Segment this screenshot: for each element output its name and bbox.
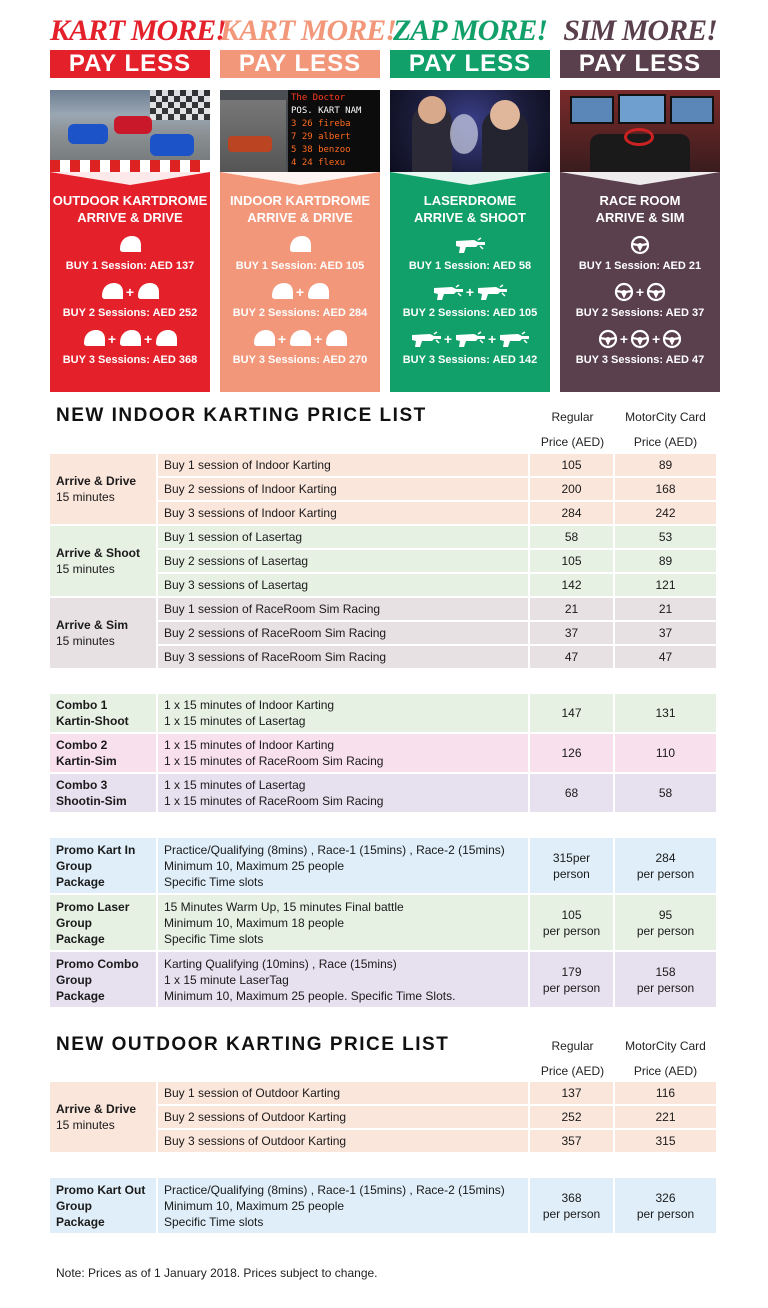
steering-wheel-icon — [614, 282, 634, 302]
plus-sign: + — [652, 331, 661, 347]
promo-price: BUY 3 Sessions: AED 142 — [402, 354, 538, 366]
session-icons — [560, 328, 720, 350]
regular-price: 21 — [530, 598, 615, 622]
session-icons — [220, 234, 380, 256]
plus-sign: + — [443, 331, 452, 347]
package-description: Practice/Qualifying (8mins) , Race-1 (15mins) , Race-2 (15mins) Minimum 10, Maximum 25 people Specific Time slots — [158, 1178, 530, 1235]
card-price: 315 — [615, 1130, 716, 1154]
package-label: Combo 1 Kartin-Shoot — [50, 694, 158, 734]
regular-price: 315per person — [530, 838, 615, 895]
regular-price: 142 — [530, 574, 615, 598]
table-row — [50, 895, 716, 952]
plus-sign: + — [314, 331, 323, 347]
promo-card-title: RACE ROOM ARRIVE & SIM — [595, 193, 685, 225]
card-price: 121 — [615, 574, 716, 598]
helmet-icon — [252, 329, 276, 349]
group-label: Arrive & Drive 15 minutes — [50, 1082, 158, 1154]
helmet-icon — [118, 329, 142, 349]
leaderboard-header: POS. KART NAM — [291, 106, 362, 116]
regular-price: 68 — [530, 774, 615, 814]
package-description: 15 Minutes Warm Up, 15 minutes Final battle Minimum 10, Maximum 18 people Specific Time slots — [158, 895, 530, 952]
promo-price: BUY 1 Session: AED 105 — [235, 260, 365, 272]
table-row — [50, 526, 716, 550]
card-price: 168 — [615, 478, 716, 502]
card-price: 131 — [615, 694, 716, 734]
session-icons — [50, 234, 210, 256]
regular-price: 179 per person — [530, 952, 615, 1009]
indoor-combo-table — [50, 694, 716, 814]
plus-sign: + — [488, 331, 497, 347]
package-description: 1 x 15 minutes of Lasertag 1 x 15 minutes of RaceRoom Sim Racing — [158, 774, 530, 814]
steering-wheel-icon — [598, 329, 618, 349]
card-price: 221 — [615, 1106, 716, 1130]
regular-price: 47 — [530, 646, 615, 670]
promo-price-card — [390, 172, 550, 392]
outdoor-kart-photo — [50, 90, 210, 172]
regular-price: 137 — [530, 1082, 615, 1106]
promo-price-card — [50, 172, 210, 392]
indoor-regular-header: Regular Price (AED) — [540, 410, 605, 449]
helmet-icon — [118, 235, 142, 255]
steering-wheel-icon — [646, 282, 666, 302]
helmet-icon — [324, 329, 348, 349]
table-row — [50, 734, 716, 774]
plus-sign: + — [277, 331, 286, 347]
plus-sign: + — [619, 331, 628, 347]
laser-gun-icon — [432, 283, 464, 301]
regular-price: 37 — [530, 622, 615, 646]
promo-price: BUY 3 Sessions: AED 270 — [232, 354, 368, 366]
regular-price: 147 — [530, 694, 615, 734]
card-price: 58 — [615, 774, 716, 814]
card-price: 284 per person — [615, 838, 716, 895]
promo-card — [560, 14, 720, 392]
helmet-icon — [270, 282, 294, 302]
outdoor-card-header: MotorCity Card Price (AED) — [625, 1039, 706, 1078]
promo-price: BUY 3 Sessions: AED 368 — [62, 354, 198, 366]
promo-price: BUY 2 Sessions: AED 105 — [402, 307, 538, 319]
leaderboard-row: 7 29 albert — [291, 132, 351, 142]
plus-sign: + — [144, 331, 153, 347]
promo-slogan-top: KART MORE! — [50, 14, 226, 47]
regular-price: 126 — [530, 734, 615, 774]
package-description: 1 x 15 minutes of Indoor Karting 1 x 15 minutes of RaceRoom Sim Racing — [158, 734, 530, 774]
row-description: Buy 3 sessions of Outdoor Karting — [158, 1130, 530, 1154]
package-label: Combo 3 Shootin-Sim — [50, 774, 158, 814]
promo-price: BUY 1 Session: AED 137 — [65, 260, 195, 272]
laser-gun-icon — [498, 330, 530, 348]
card-price: 37 — [615, 622, 716, 646]
helmet-icon — [154, 329, 178, 349]
promo-slogan-bottom: PAY LESS — [390, 50, 550, 78]
row-description: Buy 1 session of Outdoor Karting — [158, 1082, 530, 1106]
package-label: Combo 2 Kartin-Sim — [50, 734, 158, 774]
promo-slogan-top: KART MORE! — [220, 14, 396, 47]
card-price: 53 — [615, 526, 716, 550]
outdoor-session-table — [50, 1082, 716, 1154]
session-icons — [560, 281, 720, 303]
laser-gun-icon — [454, 330, 486, 348]
leaderboard-row: 4 24 flexu — [291, 158, 346, 168]
regular-price: 368 per person — [530, 1178, 615, 1235]
regular-price: 252 — [530, 1106, 615, 1130]
session-icons — [220, 281, 380, 303]
card-price: 95 per person — [615, 895, 716, 952]
promo-card-title: OUTDOOR KARTDROME ARRIVE & DRIVE — [52, 193, 208, 225]
leaderboard-title: The Doctor — [291, 93, 346, 103]
helmet-icon — [136, 282, 160, 302]
session-icons — [390, 328, 550, 350]
indoor-session-table — [50, 454, 716, 670]
table-row — [50, 694, 716, 734]
promo-slogan-bottom: PAY LESS — [220, 50, 380, 78]
laser-gun-icon — [454, 236, 486, 254]
regular-price: 58 — [530, 526, 615, 550]
row-description: Buy 1 session of Indoor Karting — [158, 454, 530, 478]
promo-card — [50, 14, 226, 392]
session-icons — [390, 281, 550, 303]
table-row — [50, 1082, 716, 1106]
card-price: 326 per person — [615, 1178, 716, 1235]
session-icons — [560, 234, 720, 256]
row-description: Buy 1 session of Lasertag — [158, 526, 530, 550]
promo-price-card — [560, 172, 720, 392]
steering-wheel-icon — [630, 329, 650, 349]
helmet-icon — [306, 282, 330, 302]
outdoor-price-list-heading: NEW OUTDOOR KARTING PRICE LIST — [56, 1034, 450, 1055]
package-label: Promo Combo Group Package — [50, 952, 158, 1009]
plus-sign: + — [125, 284, 135, 300]
helmet-icon — [288, 235, 312, 255]
helmet-icon — [288, 329, 312, 349]
promo-price: BUY 3 Sessions: AED 47 — [575, 354, 705, 366]
laser-gun-icon — [410, 330, 442, 348]
group-label: Arrive & Drive 15 minutes — [50, 454, 158, 526]
promo-slogan-top: ZAP MORE! — [392, 14, 548, 47]
card-price: 158 per person — [615, 952, 716, 1009]
regular-price: 105 per person — [530, 895, 615, 952]
promo-card-title: LASERDROME ARRIVE & SHOOT — [414, 193, 526, 225]
promo-price: BUY 1 Session: AED 58 — [408, 260, 532, 272]
race-simulator-photo — [560, 90, 720, 172]
card-price: 89 — [615, 454, 716, 478]
group-label: Arrive & Sim 15 minutes — [50, 598, 158, 670]
regular-price: 200 — [530, 478, 615, 502]
leaderboard-row: 5 38 benzoo — [291, 145, 351, 155]
indoor-card-header: MotorCity Card Price (AED) — [625, 410, 706, 449]
outdoor-group-package-table — [50, 1178, 716, 1235]
card-price: 21 — [615, 598, 716, 622]
card-price: 242 — [615, 502, 716, 526]
card-price: 110 — [615, 734, 716, 774]
leaderboard-row: 3 26 fireba — [291, 119, 351, 129]
promo-price: BUY 2 Sessions: AED 252 — [62, 307, 198, 319]
promo-price: BUY 1 Session: AED 21 — [578, 260, 702, 272]
helmet-icon — [82, 329, 106, 349]
plus-sign: + — [107, 331, 116, 347]
plus-sign: + — [635, 284, 645, 300]
card-price: 89 — [615, 550, 716, 574]
row-description: Buy 3 sessions of RaceRoom Sim Racing — [158, 646, 530, 670]
promo-card-title: INDOOR KARTDROME ARRIVE & DRIVE — [229, 193, 371, 225]
regular-price: 105 — [530, 550, 615, 574]
promo-slogan-top: SIM MORE! — [563, 14, 717, 47]
row-description: Buy 2 sessions of Indoor Karting — [158, 478, 530, 502]
table-row — [50, 952, 716, 1009]
indoor-kart-leaderboard-photo — [220, 90, 380, 172]
group-label: Arrive & Shoot 15 minutes — [50, 526, 158, 598]
steering-wheel-icon — [630, 235, 650, 255]
promo-price: BUY 2 Sessions: AED 37 — [575, 307, 705, 319]
package-description: 1 x 15 minutes of Indoor Karting 1 x 15 minutes of Lasertag — [158, 694, 530, 734]
session-icons — [390, 234, 550, 256]
package-description: Practice/Qualifying (8mins) , Race-1 (15mins) , Race-2 (15mins) Minimum 10, Maximum 25 people Specific Time slots — [158, 838, 530, 895]
steering-wheel-icon — [662, 329, 682, 349]
outdoor-regular-header: Regular Price (AED) — [540, 1039, 605, 1078]
promo-price-card — [220, 172, 380, 392]
promo-price: BUY 2 Sessions: AED 284 — [232, 307, 368, 319]
row-description: Buy 2 sessions of Lasertag — [158, 550, 530, 574]
table-row — [50, 598, 716, 622]
table-row — [50, 454, 716, 478]
laser-gun-icon — [476, 283, 508, 301]
package-description: Karting Qualifying (10mins) , Race (15mins) 1 x 15 minute LaserTag Minimum 10, Maximum 25 people. Specific Time Slots. — [158, 952, 530, 1009]
session-icons — [50, 328, 210, 350]
table-row — [50, 774, 716, 814]
card-price: 47 — [615, 646, 716, 670]
plus-sign: + — [465, 284, 475, 300]
promo-slogan-bottom: PAY LESS — [560, 50, 720, 78]
package-label: Promo Laser Group Package — [50, 895, 158, 952]
session-icons — [220, 328, 380, 350]
lasertag-kids-photo — [390, 90, 550, 172]
price-note: Note: Prices as of 1 January 2018. Prices subject to change. — [56, 1266, 378, 1280]
regular-price: 357 — [530, 1130, 615, 1154]
row-description: Buy 2 sessions of RaceRoom Sim Racing — [158, 622, 530, 646]
promo-slogan-bottom: PAY LESS — [50, 50, 210, 78]
promo-card — [390, 14, 550, 392]
row-description: Buy 2 sessions of Outdoor Karting — [158, 1106, 530, 1130]
promo-card — [220, 14, 396, 392]
row-description: Buy 3 sessions of Lasertag — [158, 574, 530, 598]
card-price: 116 — [615, 1082, 716, 1106]
package-label: Promo Kart Out Group Package — [50, 1178, 158, 1235]
row-description: Buy 3 sessions of Indoor Karting — [158, 502, 530, 526]
table-row — [50, 838, 716, 895]
session-icons — [50, 281, 210, 303]
helmet-icon — [100, 282, 124, 302]
regular-price: 105 — [530, 454, 615, 478]
indoor-price-list-heading: NEW INDOOR KARTING PRICE LIST — [56, 405, 427, 426]
indoor-group-package-table — [50, 838, 716, 1009]
package-label: Promo Kart In Group Package — [50, 838, 158, 895]
table-row — [50, 1178, 716, 1235]
plus-sign: + — [295, 284, 305, 300]
regular-price: 284 — [530, 502, 615, 526]
row-description: Buy 1 session of RaceRoom Sim Racing — [158, 598, 530, 622]
